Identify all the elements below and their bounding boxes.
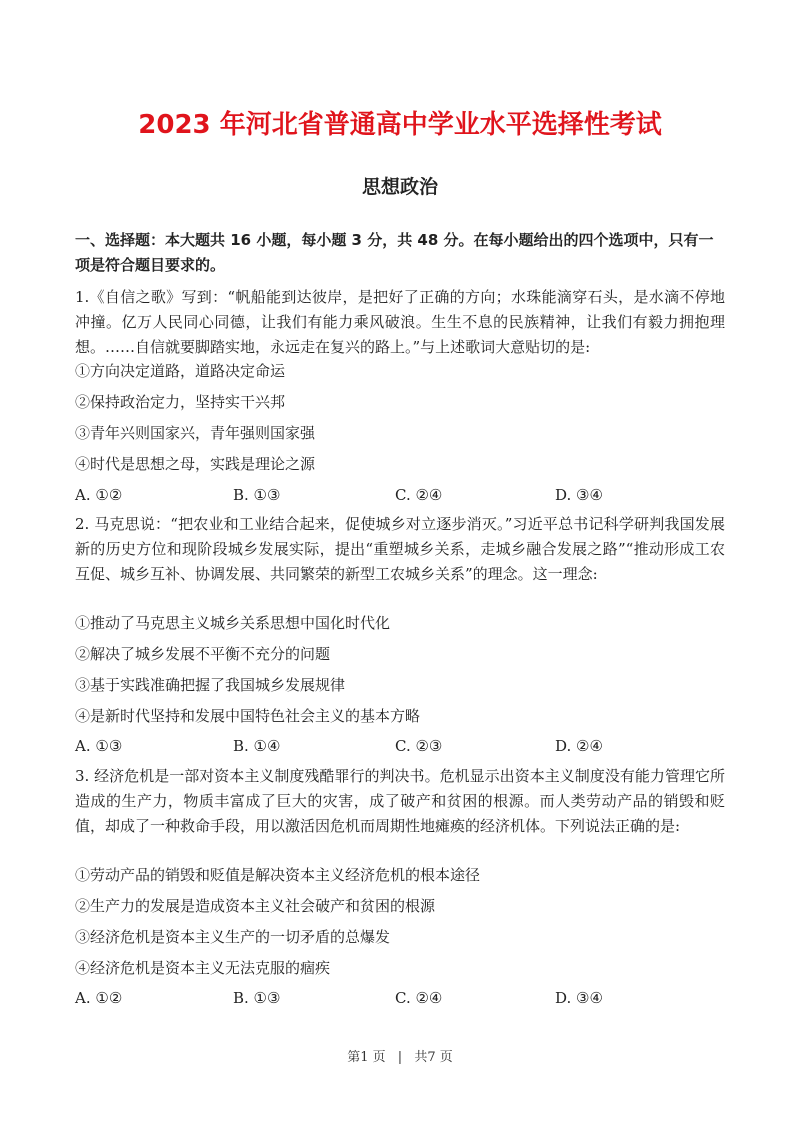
- question-3-statement-2: ②生产力的发展是造成资本主义社会破产和贫困的根源: [75, 897, 436, 915]
- question-2-stem: 2. 马克思说：“把农业和工业结合起来，促使城乡对立逐步消灭。”习近平总书记科学研判我国发展新的历史方位和现阶段城乡发展实际，提出“重塑城乡关系，走城乡融合发展之路”“推动形成工农互促、城乡互补、协调发展、共同繁荣的新型工农城乡关系”的理念。这一理念:: [75, 515, 725, 583]
- section-header: 一、选择题：本大题共 16 小题，每小题 3 分，共 48 分。在每小题给出的四个选项中，只有一项是符合题目要求的。: [75, 231, 714, 274]
- question-2-statement-2: ②解决了城乡发展不平衡不充分的问题: [75, 645, 331, 663]
- question-3-statement-3: ③经济危机是资本主义生产的一切矛盾的总爆发: [75, 928, 391, 946]
- question-1-stem: 1.《自信之歌》写到：“帆船能到达彼岸，是把好了正确的方向；水珠能滴穿石头，是水滴不停地冲撞。亿万人民同心同德，让我们有能力乘风破浪。生生不息的民族精神，让我们有毅力拥抱理想。……自信就要脚踏实地，永远走在复兴的路上。”与上述歌词大意贴切的是:: [75, 288, 725, 356]
- choice-a: A. ①②: [75, 989, 123, 1007]
- question-2-statement-1: ①推动了马克思主义城乡关系思想中国化时代化: [75, 614, 391, 632]
- footer-separator: |: [397, 1050, 403, 1065]
- choice-b: B. ①③: [233, 486, 281, 504]
- choice-b: B. ①④: [233, 737, 281, 755]
- choice-c: C. ②④: [395, 989, 443, 1007]
- question-1-statement-3: ③青年兴则国家兴，青年强则国家强: [75, 424, 316, 442]
- question-1-statement-1: ①方向决定道路，道路决定命运: [75, 362, 286, 380]
- choice-a: A. ①③: [75, 737, 123, 755]
- exam-title: 2023 年河北省普通高中学业水平选择性考试: [138, 110, 662, 140]
- choice-d: D. ③④: [555, 486, 603, 504]
- question-1-statement-2: ②保持政治定力，坚持实干兴邦: [75, 393, 286, 411]
- choice-a: A. ①②: [75, 486, 123, 504]
- question-3-stem: 3. 经济危机是一部对资本主义制度残酷罪行的判决书。危机显示出资本主义制度没有能力管理它所造成的生产力，物质丰富成了巨大的灾害，成了破产和贫困的根源。而人类劳动产品的销毁和贬值，却成了一种救命手段，用以激活因危机而周期性地瘫痪的经济机体。下列说法正确的是:: [75, 767, 725, 835]
- page-number: 第1 页: [347, 1050, 386, 1065]
- choice-c: C. ②④: [395, 486, 443, 504]
- choice-b: B. ①③: [233, 989, 281, 1007]
- question-2-statement-3: ③基于实践准确把握了我国城乡发展规律: [75, 676, 346, 694]
- total-pages: 共7 页: [414, 1050, 453, 1065]
- question-3-statement-1: ①劳动产品的销毁和贬值是解决资本主义经济危机的根本途径: [75, 866, 481, 884]
- choice-d: D. ③④: [555, 989, 603, 1007]
- subject-title: 思想政治: [361, 176, 438, 198]
- question-3-statement-4: ④经济危机是资本主义无法克服的痼疾: [75, 959, 331, 977]
- page-footer: [0, 1046, 800, 1065]
- choice-c: C. ②③: [395, 737, 443, 755]
- question-1-statement-4: ④时代是思想之母，实践是理论之源: [75, 455, 316, 473]
- choice-d: D. ②④: [555, 737, 603, 755]
- question-2-statement-4: ④是新时代坚持和发展中国特色社会主义的基本方略: [75, 707, 421, 725]
